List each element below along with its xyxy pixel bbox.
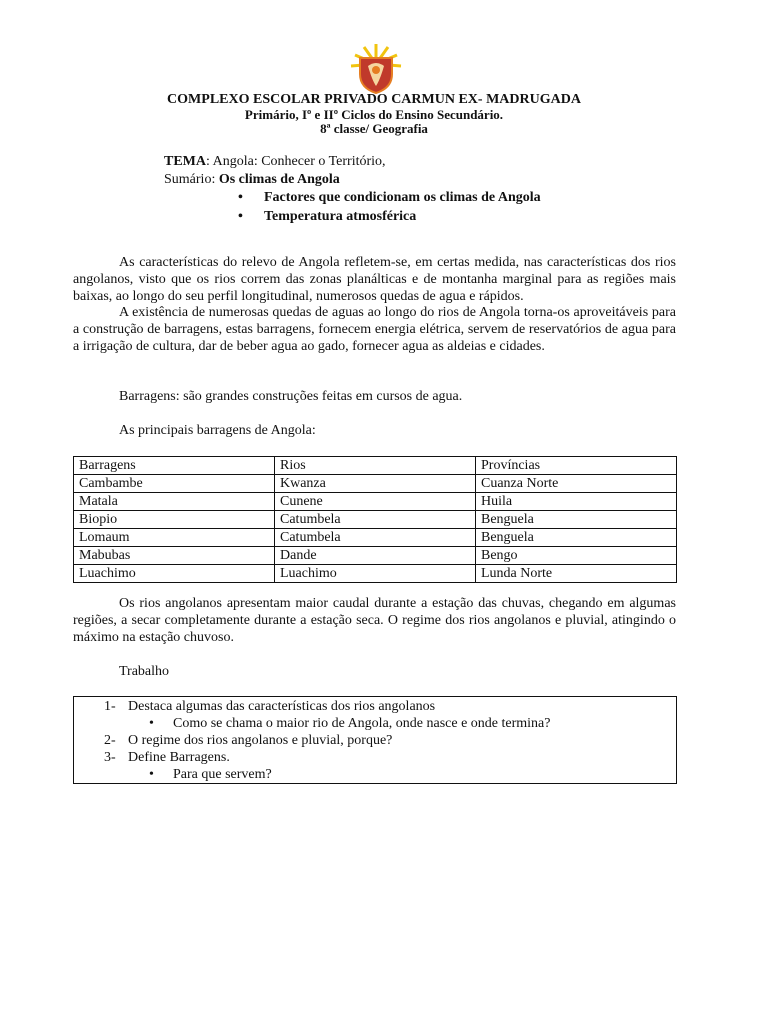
table-cell: Huila bbox=[476, 493, 677, 511]
paragraph-caudal: Os rios angolanos apresentam maior caudal durante a estação das chuvas, chegando em algumas regiões, a secar completamente durante a estação seca. O regime dos rios angolanos e pluvial, atingindo o máximo na estação chuvoso. bbox=[73, 596, 676, 645]
task-subitem: Como se chama o maior rio de Angola, onde nasce e onde termina? bbox=[173, 716, 551, 731]
table-cell: Benguela bbox=[476, 529, 677, 547]
tema-block bbox=[164, 153, 386, 189]
paragraph-relevo: As características do relevo de Angola refletem-se, em certas medida, nas características dos rios angolanos, visto que os rios correm das zonas planálticas e de montanha marginal para as regiões mais baixas, ao longo do seu perfil longitudinal, numerosos quedas de agua e rápidos. bbox=[73, 255, 676, 304]
table-cell: Dande bbox=[275, 547, 476, 565]
task-subitem: Para que servem? bbox=[173, 767, 272, 782]
table-cell: Cambambe bbox=[74, 475, 275, 493]
principais-heading: As principais barragens de Angola: bbox=[119, 423, 316, 438]
table-row bbox=[74, 475, 677, 493]
sumario-label: Sumário: bbox=[164, 172, 219, 187]
table-cell: Lomaum bbox=[74, 529, 275, 547]
column-header: Rios bbox=[275, 457, 476, 475]
table-cell: Catumbela bbox=[275, 529, 476, 547]
barragens-definition: Barragens: são grandes construções feitas em cursos de agua. bbox=[119, 389, 463, 404]
table-cell: Luachimo bbox=[74, 565, 275, 583]
bullet-icon: • bbox=[149, 716, 154, 731]
table-row bbox=[74, 547, 677, 565]
sumario-bullets bbox=[234, 188, 541, 226]
sumario-title: Os climas de Angola bbox=[218, 172, 340, 187]
table-row bbox=[74, 493, 677, 511]
task-text: Define Barragens. bbox=[128, 750, 230, 765]
table-cell: Catumbela bbox=[275, 511, 476, 529]
table-cell: Mabubas bbox=[74, 547, 275, 565]
list-item: • Factores que condicionam os climas de Angola bbox=[234, 188, 541, 207]
task-text: Destaca algumas das características dos rios angolanos bbox=[128, 699, 436, 714]
task-number: 2- bbox=[104, 733, 116, 748]
table-row bbox=[74, 511, 677, 529]
bullet-icon: • bbox=[149, 767, 154, 782]
table-header-row bbox=[74, 457, 677, 475]
tasks-box bbox=[73, 696, 677, 784]
task-number: 3- bbox=[104, 750, 116, 765]
task-number: 1- bbox=[104, 699, 116, 714]
table-cell: Kwanza bbox=[275, 475, 476, 493]
paragraph-quedas: A existência de numerosas quedas de aguas ao longo do rios de Angola torna-os aproveitáveis para a construção de barragens, estas barragens, fornecem energia elétrica, servem de reservatórios de agua para a irrigação de cultura, dar de beber agua ao gado, fornecer agua as aldeias e cidades. bbox=[73, 305, 676, 354]
table-cell: Benguela bbox=[476, 511, 677, 529]
table-cell: Cuanza Norte bbox=[476, 475, 677, 493]
table-row bbox=[74, 565, 677, 583]
tema-label: TEMA bbox=[164, 154, 206, 169]
task-text: O regime dos rios angolanos e pluvial, porque? bbox=[128, 733, 393, 748]
tema-text: : Angola: Conhecer o Território, bbox=[206, 154, 386, 169]
table-row bbox=[74, 529, 677, 547]
table-cell: Matala bbox=[74, 493, 275, 511]
class-subject: 8ª classe/ Geografia bbox=[320, 121, 428, 136]
table-cell: Bengo bbox=[476, 547, 677, 565]
school-name: COMPLEXO ESCOLAR PRIVADO CARMUN EX- MADRUGADA bbox=[167, 92, 581, 107]
table-cell: Lunda Norte bbox=[476, 565, 677, 583]
trabalho-heading: Trabalho bbox=[119, 664, 170, 679]
table-cell: Luachimo bbox=[275, 565, 476, 583]
school-cycles: Primário, Iº e IIº Ciclos do Ensino Secundário. bbox=[244, 107, 504, 122]
school-logo bbox=[347, 42, 405, 94]
dams-table bbox=[73, 456, 677, 583]
list-item: • Temperatura atmosférica bbox=[234, 207, 541, 226]
table-cell: Biopio bbox=[74, 511, 275, 529]
table-cell: Cunene bbox=[275, 493, 476, 511]
column-header: Barragens bbox=[74, 457, 275, 475]
column-header: Províncias bbox=[476, 457, 677, 475]
